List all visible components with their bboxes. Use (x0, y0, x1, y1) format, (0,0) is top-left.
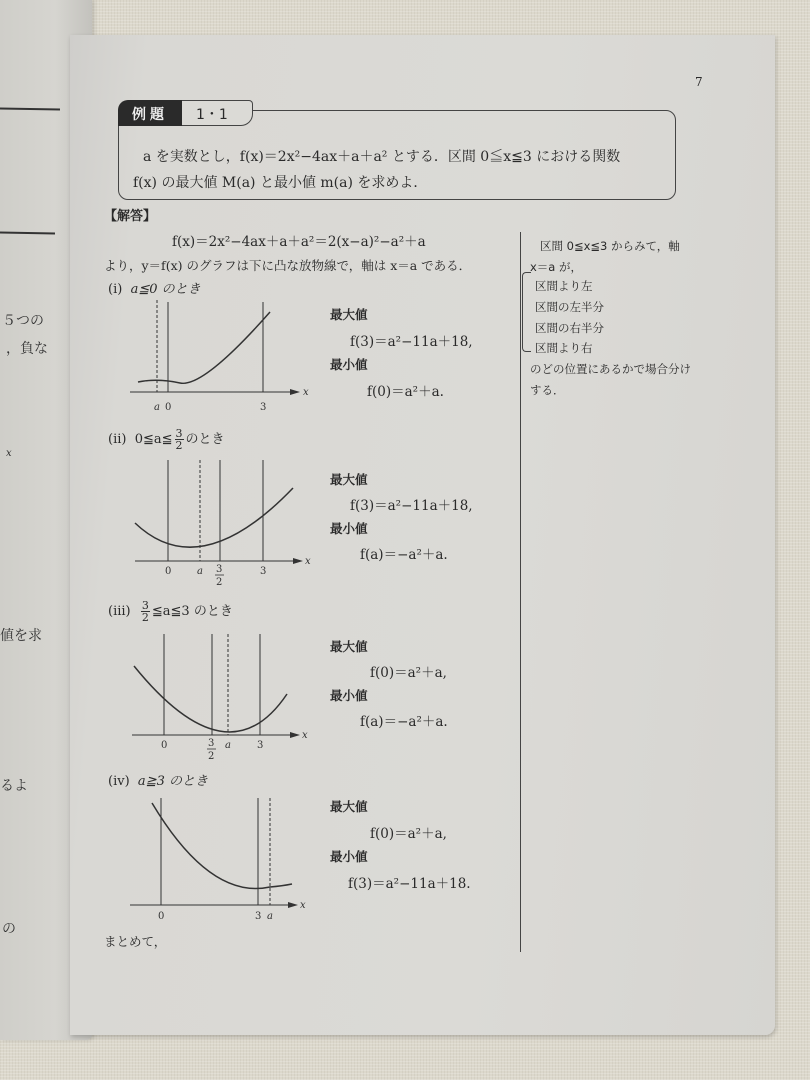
axis-label-a: a (197, 566, 203, 577)
axis-label-3-2-num: 3 (216, 564, 223, 575)
max-equation: f(3)＝a²−11a＋18, (350, 334, 473, 350)
axis-label-x: x (300, 900, 306, 911)
max-label: 最大値 (330, 307, 368, 322)
problem-line-1: a を実数とし，f(x)＝2x²−4ax＋a＋a² とする．区間 0≦x≦3 における関数 (143, 149, 621, 165)
side-note-option: 区間の右半分 (535, 321, 604, 335)
axis-label-a: a (267, 911, 273, 922)
case-condition: 0≦a≦ (134, 432, 173, 447)
max-equation: f(3)＝a²−11a＋18, (350, 498, 473, 514)
side-note-line-2: x＝a が， (530, 260, 583, 274)
min-equation: f(0)＝a²＋a. (367, 384, 444, 400)
example-tab (118, 100, 253, 126)
side-note-line-1: 区間 0≦x≦3 からみて，軸 (540, 239, 680, 253)
max-label: 最大値 (330, 639, 368, 654)
case-number: (iii) (108, 604, 131, 619)
axis-label-a: a (154, 402, 160, 413)
case-condition: a≦0 のとき (130, 282, 201, 297)
min-label: 最小値 (330, 849, 368, 864)
graph-case-iii (132, 632, 312, 762)
solution-equation: f(x)＝2x²−4ax＋a＋a²＝2(x−a)²−a²＋a (172, 234, 426, 250)
axis-label-3-2-num: 3 (208, 738, 215, 749)
axis-label-0: 0 (158, 911, 165, 922)
axis-label-3: 3 (255, 911, 262, 922)
axis-label-3: 3 (257, 740, 264, 751)
left-page-fragment: るよ (0, 778, 28, 794)
case-iv-label (108, 770, 208, 789)
graph-case-ii (135, 460, 315, 588)
max-label: 最大値 (330, 799, 368, 814)
case-iii-label (108, 600, 233, 623)
fraction: $\frac{3}{2}$ (175, 427, 183, 452)
column-divider (520, 232, 521, 952)
axis-label-0: 0 (165, 566, 172, 577)
side-note-line-4: する． (530, 383, 565, 397)
example-number: 1・1 (182, 100, 253, 126)
case-condition: a≧3 のとき (137, 774, 208, 789)
min-equation: f(a)＝−a²＋a. (360, 714, 448, 730)
left-page-rule (0, 107, 60, 110)
page-number: 7 (695, 75, 703, 89)
bracket-icon (522, 272, 531, 352)
min-label: 最小値 (330, 688, 368, 703)
left-page-fragment: の (2, 921, 16, 937)
case-i-label (108, 278, 201, 297)
example-label: 例題 (118, 100, 182, 126)
graph-case-i (130, 300, 310, 420)
axis-label-3-2-den: 2 (208, 751, 215, 762)
problem-line-2: f(x) の最大値 M(a) と最小値 m(a) を求めよ． (133, 175, 428, 191)
axis-label-3-2-den: 2 (216, 577, 223, 588)
summary-text: まとめて， (104, 934, 167, 949)
axis-label-0: 0 (161, 740, 168, 751)
left-page-rule (0, 232, 55, 234)
left-page-fragment: x (6, 448, 12, 459)
side-note-option: 区間の左半分 (535, 300, 604, 314)
fraction: $\frac{3}{2}$ (141, 599, 149, 624)
axis-label-3: 3 (260, 402, 267, 413)
min-label: 最小値 (330, 357, 368, 372)
axis-label-a: a (225, 740, 231, 751)
left-page-fragment: 値を求 (0, 628, 42, 644)
axis-label-x: x (303, 387, 309, 398)
case-ii-label (108, 428, 225, 451)
graph-case-iv (130, 795, 310, 922)
solution-heading: 【解答】 (104, 209, 157, 224)
case-number: (iv) (108, 774, 130, 789)
min-label: 最小値 (330, 521, 368, 536)
case-number: (i) (108, 282, 123, 297)
axis-label-x: x (302, 730, 308, 741)
axis-label-0: 0 (165, 402, 172, 413)
max-label: 最大値 (330, 472, 368, 487)
min-equation: f(3)＝a²−11a＋18. (348, 876, 471, 892)
max-equation: f(0)＝a²＋a, (370, 665, 447, 681)
left-page-fragment: ５つの (2, 313, 44, 329)
axis-label-3: 3 (260, 566, 267, 577)
axis-label-x: x (305, 556, 311, 567)
case-condition-suffix: のとき (185, 432, 225, 447)
case-number: (ii) (108, 432, 127, 447)
left-page-fragment: ，負な (6, 341, 48, 357)
solution-statement: より，y＝f(x) のグラフは下に凸な放物線で，軸は x＝a である． (104, 258, 472, 273)
side-note-line-3: のどの位置にあるかで場合分け (530, 362, 691, 376)
max-equation: f(0)＝a²＋a, (370, 826, 447, 842)
case-condition: ≦a≦3 のとき (151, 604, 233, 619)
min-equation: f(a)＝−a²＋a. (360, 547, 448, 563)
side-note-option: 区間より右 (535, 341, 593, 355)
side-note-option: 区間より左 (535, 279, 593, 293)
